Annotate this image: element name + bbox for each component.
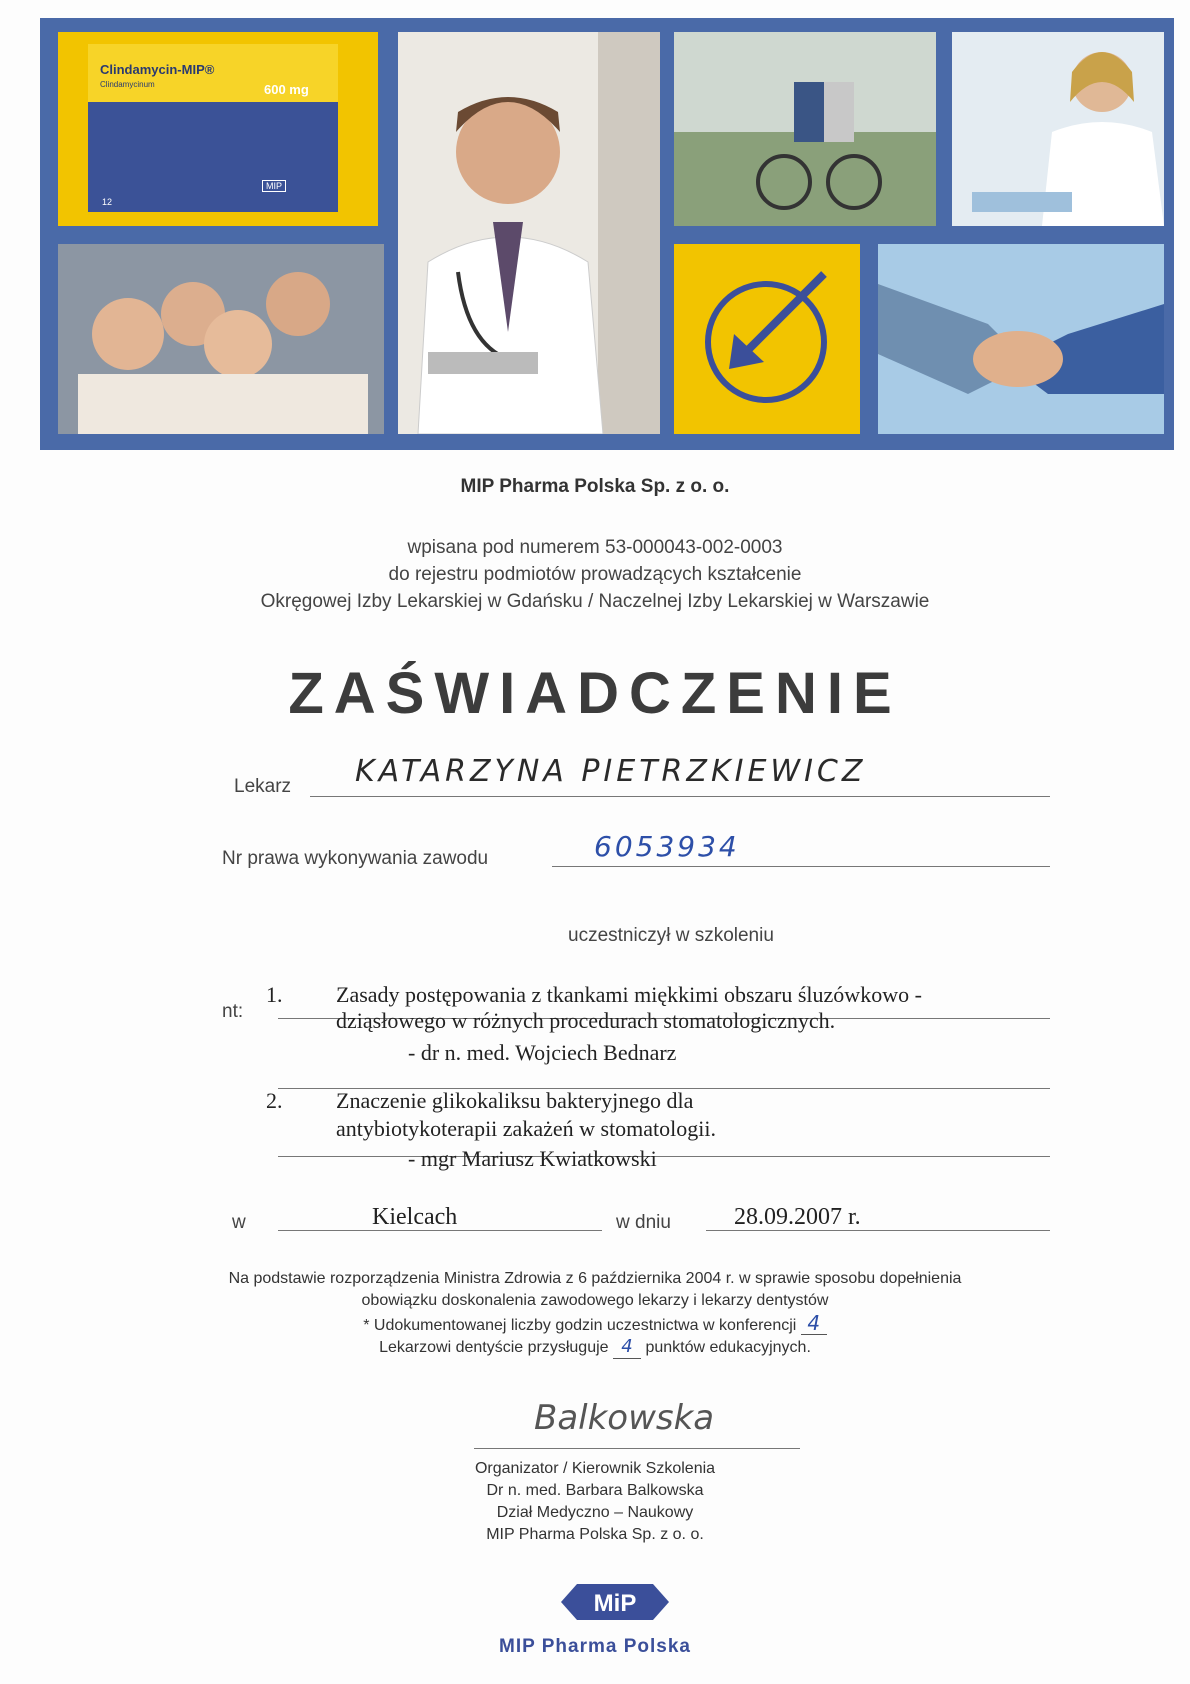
handshake-photo bbox=[878, 244, 1164, 434]
hours-value: 4 bbox=[801, 1312, 827, 1335]
signature-line-2: Dr n. med. Barbara Balkowska bbox=[486, 1482, 704, 1499]
arrow-graphic bbox=[674, 244, 860, 434]
registry-line: Okręgowej Izby Lekarskiej w Gdańsku / Naczelnej Izby Lekarskiej w Warszawie bbox=[260, 591, 930, 612]
mip-logo bbox=[555, 1578, 675, 1626]
doctor-name: KATARZYNA PIETRZKIEWICZ bbox=[355, 754, 867, 789]
signature-line-4: MIP Pharma Polska Sp. z o. o. bbox=[486, 1526, 704, 1543]
signature-line bbox=[474, 1448, 800, 1449]
registry-text bbox=[0, 534, 1190, 615]
topic-number: 1. bbox=[266, 982, 283, 1007]
doctor-line bbox=[310, 796, 1050, 797]
product-dose: 600 mg bbox=[264, 82, 309, 97]
place-label: w bbox=[232, 1212, 246, 1233]
license-line bbox=[552, 866, 1050, 867]
points-value: 4 bbox=[613, 1336, 641, 1359]
product-logo: MIP bbox=[262, 180, 286, 192]
product-inn: Clindamycinum bbox=[100, 80, 155, 89]
license-number: 6053934 bbox=[594, 830, 740, 863]
signature: Balkowska bbox=[534, 1398, 715, 1438]
date-value: 28.09.2007 r. bbox=[734, 1204, 861, 1230]
topic-speaker: - dr n. med. Wojciech Bednarz bbox=[408, 1040, 677, 1065]
topic-line1: Znaczenie glikokaliksu bakteryjnego dla bbox=[336, 1088, 694, 1113]
product-box-image bbox=[58, 32, 378, 226]
regulation-hours bbox=[0, 1312, 1190, 1337]
topic-line2: antybiotykoterapii zakażeń w stomatologii. bbox=[336, 1116, 717, 1141]
points-suffix: punktów edukacyjnych. bbox=[645, 1339, 811, 1356]
topic-speaker: - mgr Mariusz Kwiatkowski bbox=[408, 1146, 657, 1171]
topic-line2: dziąsłowego w różnych procedurach stomatologicznych. bbox=[336, 1008, 836, 1033]
lab-photo bbox=[952, 32, 1164, 226]
photo-banner bbox=[40, 18, 1174, 450]
doctor-label: Lekarz bbox=[234, 776, 292, 797]
registry-line: do rejestru podmiotów prowadzących kształcenie bbox=[388, 564, 802, 585]
family-photo bbox=[58, 244, 384, 434]
topic-number: 2. bbox=[266, 1088, 283, 1113]
product-brand: Clindamycin-MIP® bbox=[100, 62, 215, 77]
registry-line: wpisana pod numerem 53-000043-002-0003 bbox=[407, 537, 783, 558]
certificate-title: ZAŚWIADCZENIE bbox=[288, 661, 902, 726]
doctor-photo bbox=[398, 32, 660, 434]
topic-label: nt: bbox=[222, 1001, 244, 1022]
regulation-line: obowiązku doskonalenia zawodowego lekarzy i lekarzy dentystów bbox=[361, 1292, 829, 1309]
signature-line-1: Organizator / Kierownik Szkolenia bbox=[474, 1460, 716, 1477]
logo-mark-text: MiP bbox=[593, 1590, 637, 1617]
signature-line-3: Dział Medyczno – Naukowy bbox=[496, 1504, 694, 1521]
company-name: MIP Pharma Polska Sp. z o. o. bbox=[460, 476, 730, 497]
topic-line bbox=[278, 1156, 1050, 1157]
regulation-points bbox=[0, 1336, 1190, 1359]
brand-name: MIP Pharma Polska bbox=[499, 1636, 691, 1657]
points-text: Lekarzowi dentyście przysługuje bbox=[379, 1339, 609, 1356]
mip-logo-mark bbox=[555, 1578, 675, 1626]
date-label: w dniu bbox=[616, 1212, 671, 1233]
hours-text: * Udokumentowanej liczby godzin uczestnictwa w konferencji bbox=[363, 1317, 797, 1334]
license-label: Nr prawa wykonywania zawodu bbox=[222, 848, 489, 869]
place-value: Kielcach bbox=[372, 1204, 458, 1230]
product-count: 12 bbox=[102, 197, 113, 207]
cyclists-photo bbox=[674, 32, 936, 226]
topic-line1: Zasady postępowania z tkankami miękkimi obszaru śluzówkowo - bbox=[336, 982, 922, 1007]
participated-text: uczestniczył w szkoleniu bbox=[568, 925, 774, 946]
regulation-line: Na podstawie rozporządzenia Ministra Zdrowia z 6 października 2004 r. w sprawie sposobu dopełnienia bbox=[228, 1270, 962, 1287]
